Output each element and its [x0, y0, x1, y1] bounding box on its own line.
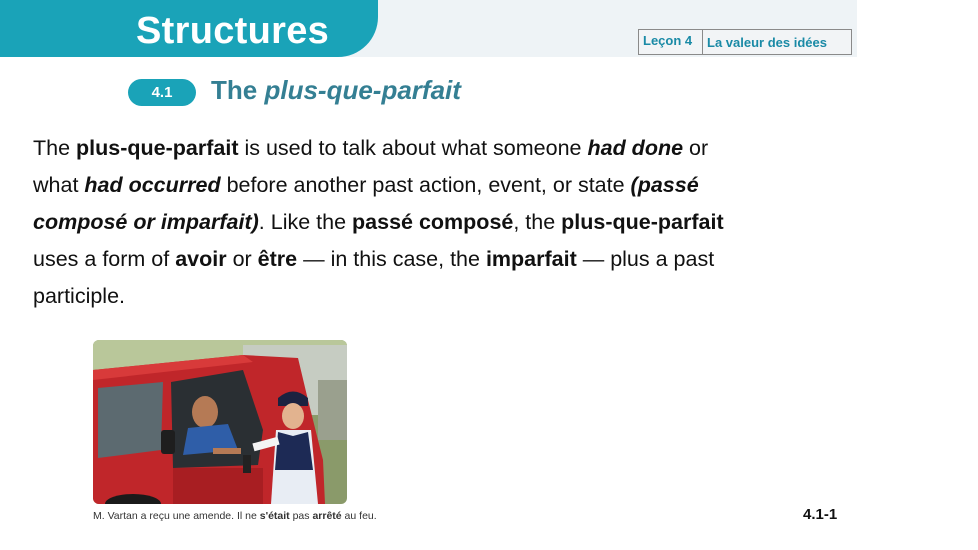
page-title: Structures — [136, 10, 330, 52]
body-text-segment: , the — [513, 210, 562, 234]
body-term: avoir — [175, 247, 227, 271]
body-paragraph — [33, 130, 733, 315]
photo-illustration — [93, 340, 347, 504]
section-title-prefix: The — [211, 75, 258, 105]
page-number: 4.1-1 — [803, 506, 838, 523]
body-text-segment: is used to talk about what someone — [238, 136, 588, 160]
body-text-segment: — plus a past participle. — [33, 247, 715, 308]
section-title — [211, 75, 461, 106]
photo-police-officer-red-van — [93, 340, 347, 504]
body-term: passé composé — [352, 210, 514, 234]
body-text-segment: — in this case, the — [297, 247, 486, 271]
lesson-title: La valeur des idées — [707, 35, 827, 50]
caption-text-segment: au feu. — [341, 510, 377, 522]
body-text-segment: . Like the — [258, 210, 353, 234]
caption-text-segment: pas — [289, 510, 313, 522]
lesson-number: Leçon 4 — [639, 30, 703, 54]
body-text-segment: uses a form of — [33, 247, 176, 271]
body-text-segment: or what — [33, 136, 709, 197]
body-text-segment: The — [33, 136, 77, 160]
body-term: plus-que-parfait — [76, 136, 239, 160]
photo-caption — [93, 510, 377, 522]
caption-term: arrêté — [312, 510, 342, 522]
body-text-segment: before another past action, event, or state — [220, 173, 631, 197]
body-term: plus-que-parfait — [561, 210, 724, 234]
body-term: imparfait — [485, 247, 577, 271]
lesson-label-box — [638, 29, 852, 55]
caption-text-segment: M. Vartan a reçu une amende. Il ne — [93, 510, 260, 522]
body-emphasis: had done — [587, 136, 684, 160]
body-emphasis: had occurred — [84, 173, 221, 197]
section-number-badge: 4.1 — [128, 79, 196, 106]
body-emphasis: (passé composé or imparfait) — [33, 173, 699, 234]
body-text-segment: or — [226, 247, 258, 271]
caption-term: s'était — [259, 510, 290, 522]
body-term: être — [257, 247, 298, 271]
section-title-italic: plus-que-parfait — [264, 75, 461, 105]
